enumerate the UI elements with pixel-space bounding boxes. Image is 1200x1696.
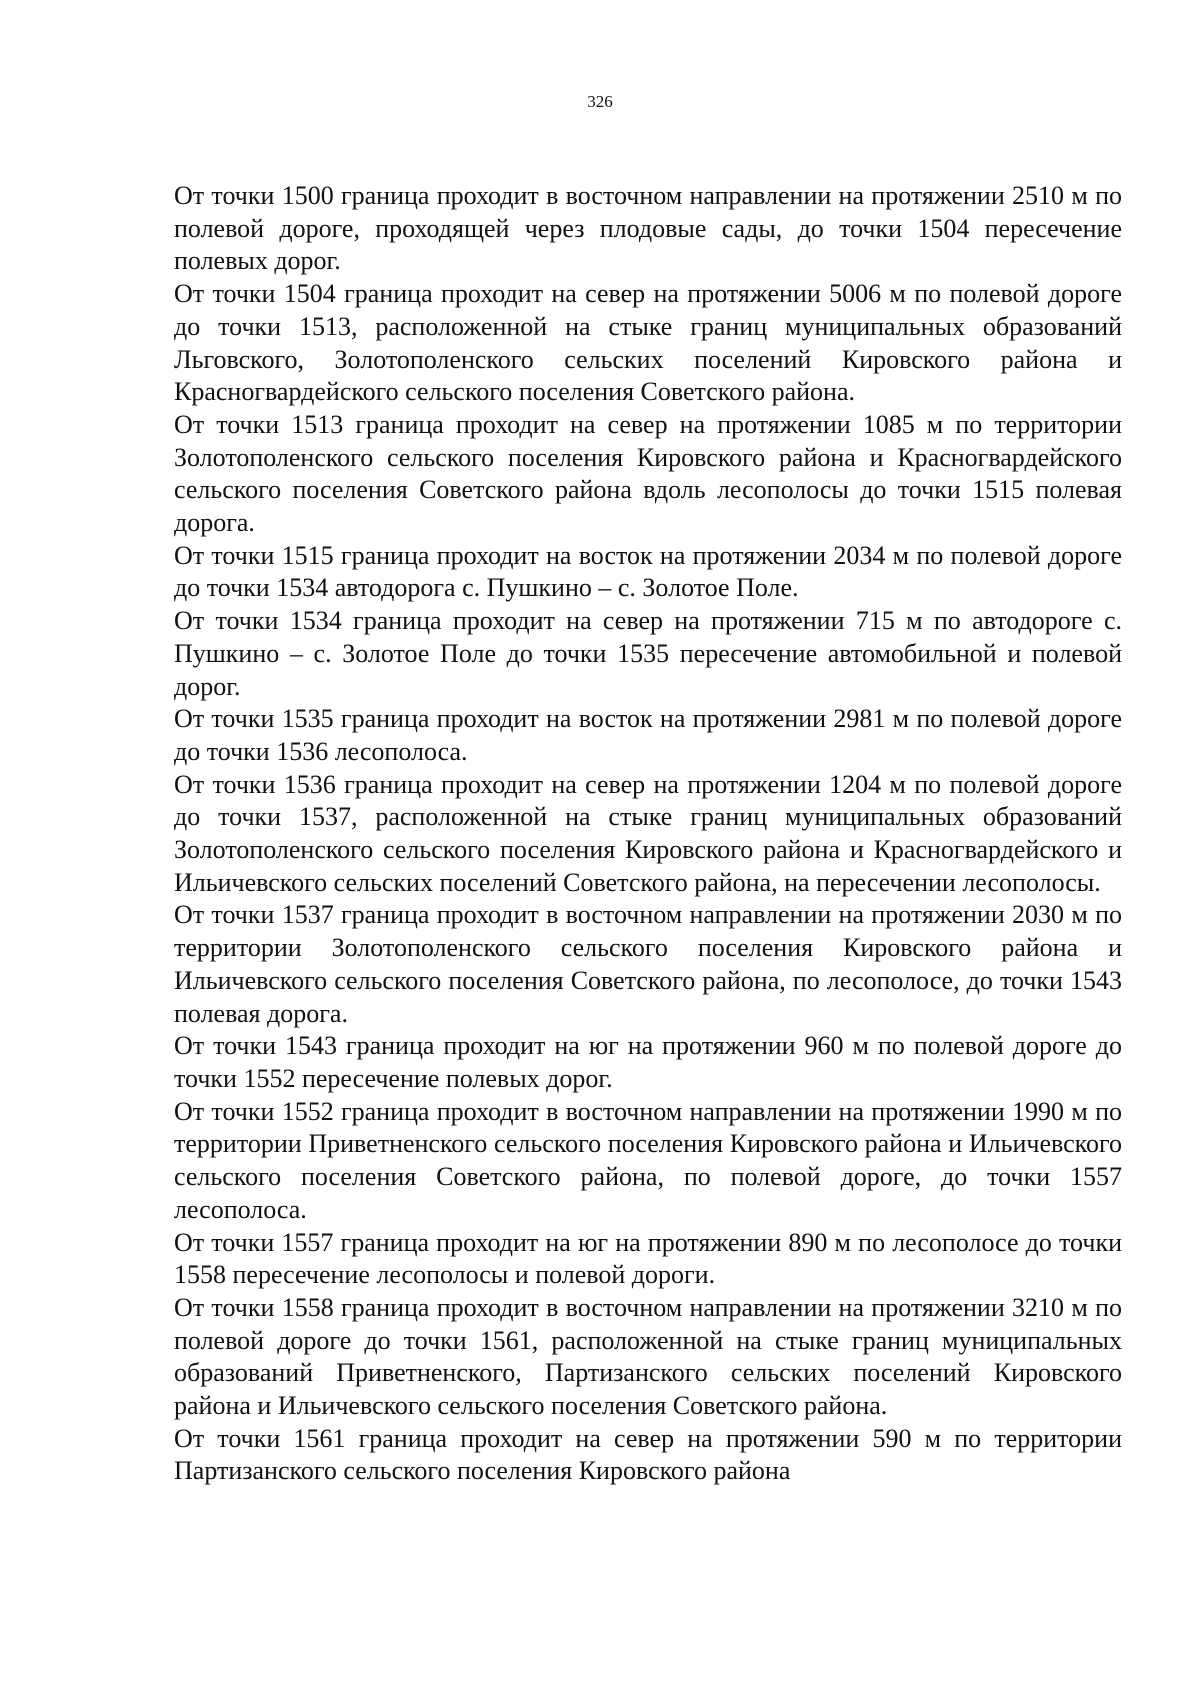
paragraph-9: От точки 1543 граница проходит на юг на протяжении 960 м по полевой дороге до точки 1552 пересечение полевых дорог. [174,1031,1122,1093]
paragraph-10: От точки 1552 граница проходит в восточном направлении на протяжении 1990 м по территории Приветненского сельского поселения Кировского района и Ильичевского сельского поселения Советского района, по полевой дороге, до точки 1557 лесополоса. [174,1096,1122,1224]
paragraph-5: От точки 1534 граница проходит на север на протяжении 715 м по автодороге с. Пушкино – с. Золотое Поле до точки 1535 пересечение автомобильной и полевой дорог. [174,606,1122,701]
paragraph-6: От точки 1535 граница проходит на восток на протяжении 2981 м по полевой дороге до точки 1536 лесополоса. [174,704,1122,766]
paragraph-8: От точки 1537 граница проходит в восточном направлении на протяжении 2030 м по территории Золотополенского сельского поселения Кировского района и Ильичевского сельского поселения Советского района, по лесополосе, до точки 1543 полевая дорога. [174,900,1122,1028]
document-body [174,180,1122,1488]
paragraph-1: От точки 1500 граница проходит в восточном направлении на протяжении 2510 м по полевой дороге, проходящей через плодовые сады, до точки 1504 пересечение полевых дорог. [174,181,1122,276]
paragraph-7: От точки 1536 граница проходит на север на протяжении 1204 м по полевой дороге до точки 1537, расположенной на стыке границ муниципальных образований Золотополенского сельского поселения Кировского района и Красногвардейского и Ильичевского сельских поселений Советского района, на пересечении лесополосы. [174,769,1122,897]
paragraph-13: От точки 1561 граница проходит на север на протяжении 590 м по территории Партизанского сельского поселения Кировского района [174,1423,1122,1486]
paragraph-2: От точки 1504 граница проходит на север на протяжении 5006 м по полевой дороге до точки 1513, расположенной на стыке границ муниципальных образований Льговского, Золотополенского сельских поселений Кировского района и Красногвардейского сельского поселения Советского района. [174,279,1122,407]
paragraph-4: От точки 1515 граница проходит на восток на протяжении 2034 м по полевой дороге до точки 1534 автодорога с. Пушкино – с. Золотое Поле. [174,540,1122,603]
paragraph-11: От точки 1557 граница проходит на юг на протяжении 890 м по лесополосе до точки 1558 пересечение лесополосы и полевой дороги. [174,1227,1122,1290]
paragraph-3: От точки 1513 граница проходит на север на протяжении 1085 м по территории Золотополенского сельского поселения Кировского района и Красногвардейского сельского поселения Советского района вдоль лесополосы до точки 1515 полевая дорога. [174,409,1122,538]
paragraph-12: От точки 1558 граница проходит в восточном направлении на протяжении 3210 м по полевой дороге до точки 1561, расположенной на стыке границ муниципальных образований Приветненского, Партизанского сельских поселений Кировского района и Ильичевского сельского поселения Советского района. [174,1292,1122,1421]
page-number: 326 [587,92,613,111]
